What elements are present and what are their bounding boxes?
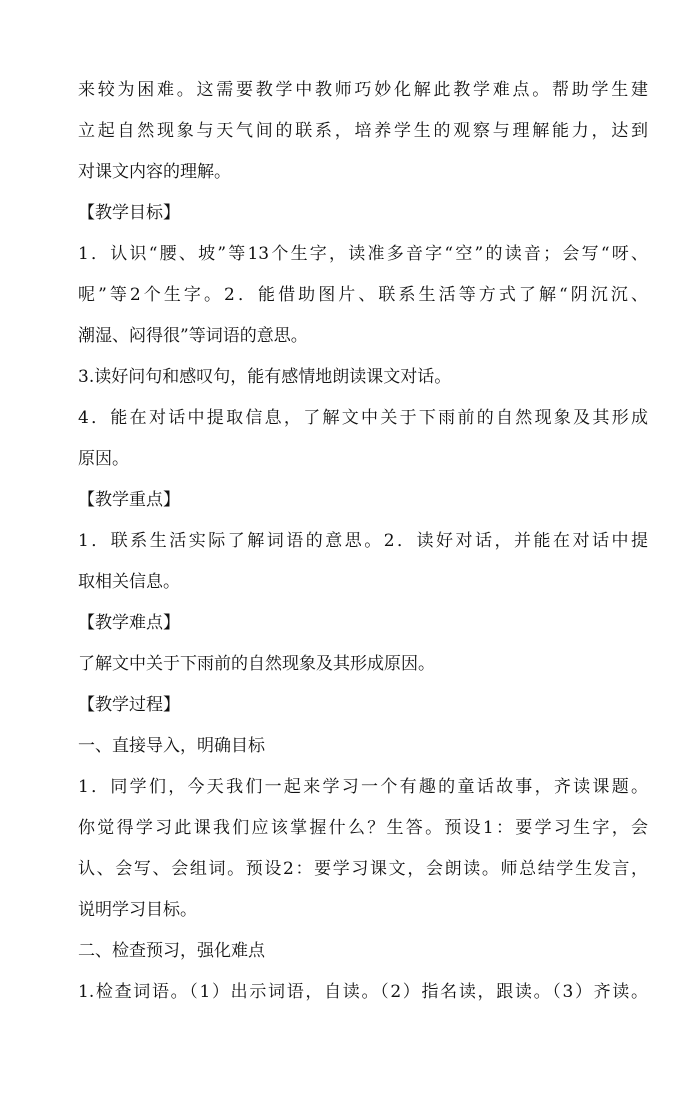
- text-line-15: 了解文中关于下雨前的自然现象及其形成原因。: [78, 654, 435, 674]
- subheading-check-preview: 二、检查预习，强化难点: [78, 941, 265, 961]
- text-line-2: 立起自然现象与天气间的联系，培养学生的观察与理解能力，达到: [78, 121, 648, 141]
- text-line-7: 潮湿、闷得很”等词语的意思。: [78, 326, 308, 346]
- text-line-21: 说明学习目标。: [78, 900, 197, 920]
- text-line-18: 1．同学们，今天我们一起来学习一个有趣的童话故事，齐读课题。: [78, 777, 648, 797]
- text-line-13: 取相关信息。: [78, 572, 180, 592]
- section-heading-teaching-process: 【教学过程】: [78, 695, 180, 715]
- text-line-19: 你觉得学习此课我们应该掌握什么？生答。预设1：要学习生字，会: [78, 818, 648, 838]
- text-line-3: 对课文内容的理解。: [78, 162, 231, 182]
- text-line-20: 认、会写、会组词。预设2：要学习课文，会朗读。师总结学生发言，: [78, 859, 648, 879]
- text-line-23: 1.检查词语。（1）出示词语，自读。（2）指名读，跟读。（3）齐读。: [78, 982, 648, 1002]
- text-line-5: 1．认识“腰、坡”等13个生字，读准多音字“空”的读音；会写“呀、: [78, 244, 648, 264]
- subheading-direct-intro: 一、直接导入，明确目标: [78, 736, 265, 756]
- section-heading-key-points: 【教学重点】: [78, 490, 180, 510]
- document-page: [78, 80, 648, 1023]
- section-heading-difficulties: 【教学难点】: [78, 613, 180, 633]
- section-heading-teaching-goals: 【教学目标】: [78, 203, 180, 223]
- text-line-9: 4．能在对话中提取信息，了解文中关于下雨前的自然现象及其形成: [78, 408, 648, 428]
- text-line-1: 来较为困难。这需要教学中教师巧妙化解此教学难点。帮助学生建: [78, 80, 648, 100]
- text-line-10: 原因。: [78, 449, 129, 469]
- text-line-6: 呢”等2个生字。2．能借助图片、联系生活等方式了解“阴沉沉、: [78, 285, 648, 305]
- text-line-12: 1．联系生活实际了解词语的意思。2．读好对话，并能在对话中提: [78, 531, 648, 551]
- text-line-8: 3.读好问句和感叹句，能有感情地朗读课文对话。: [78, 367, 452, 387]
